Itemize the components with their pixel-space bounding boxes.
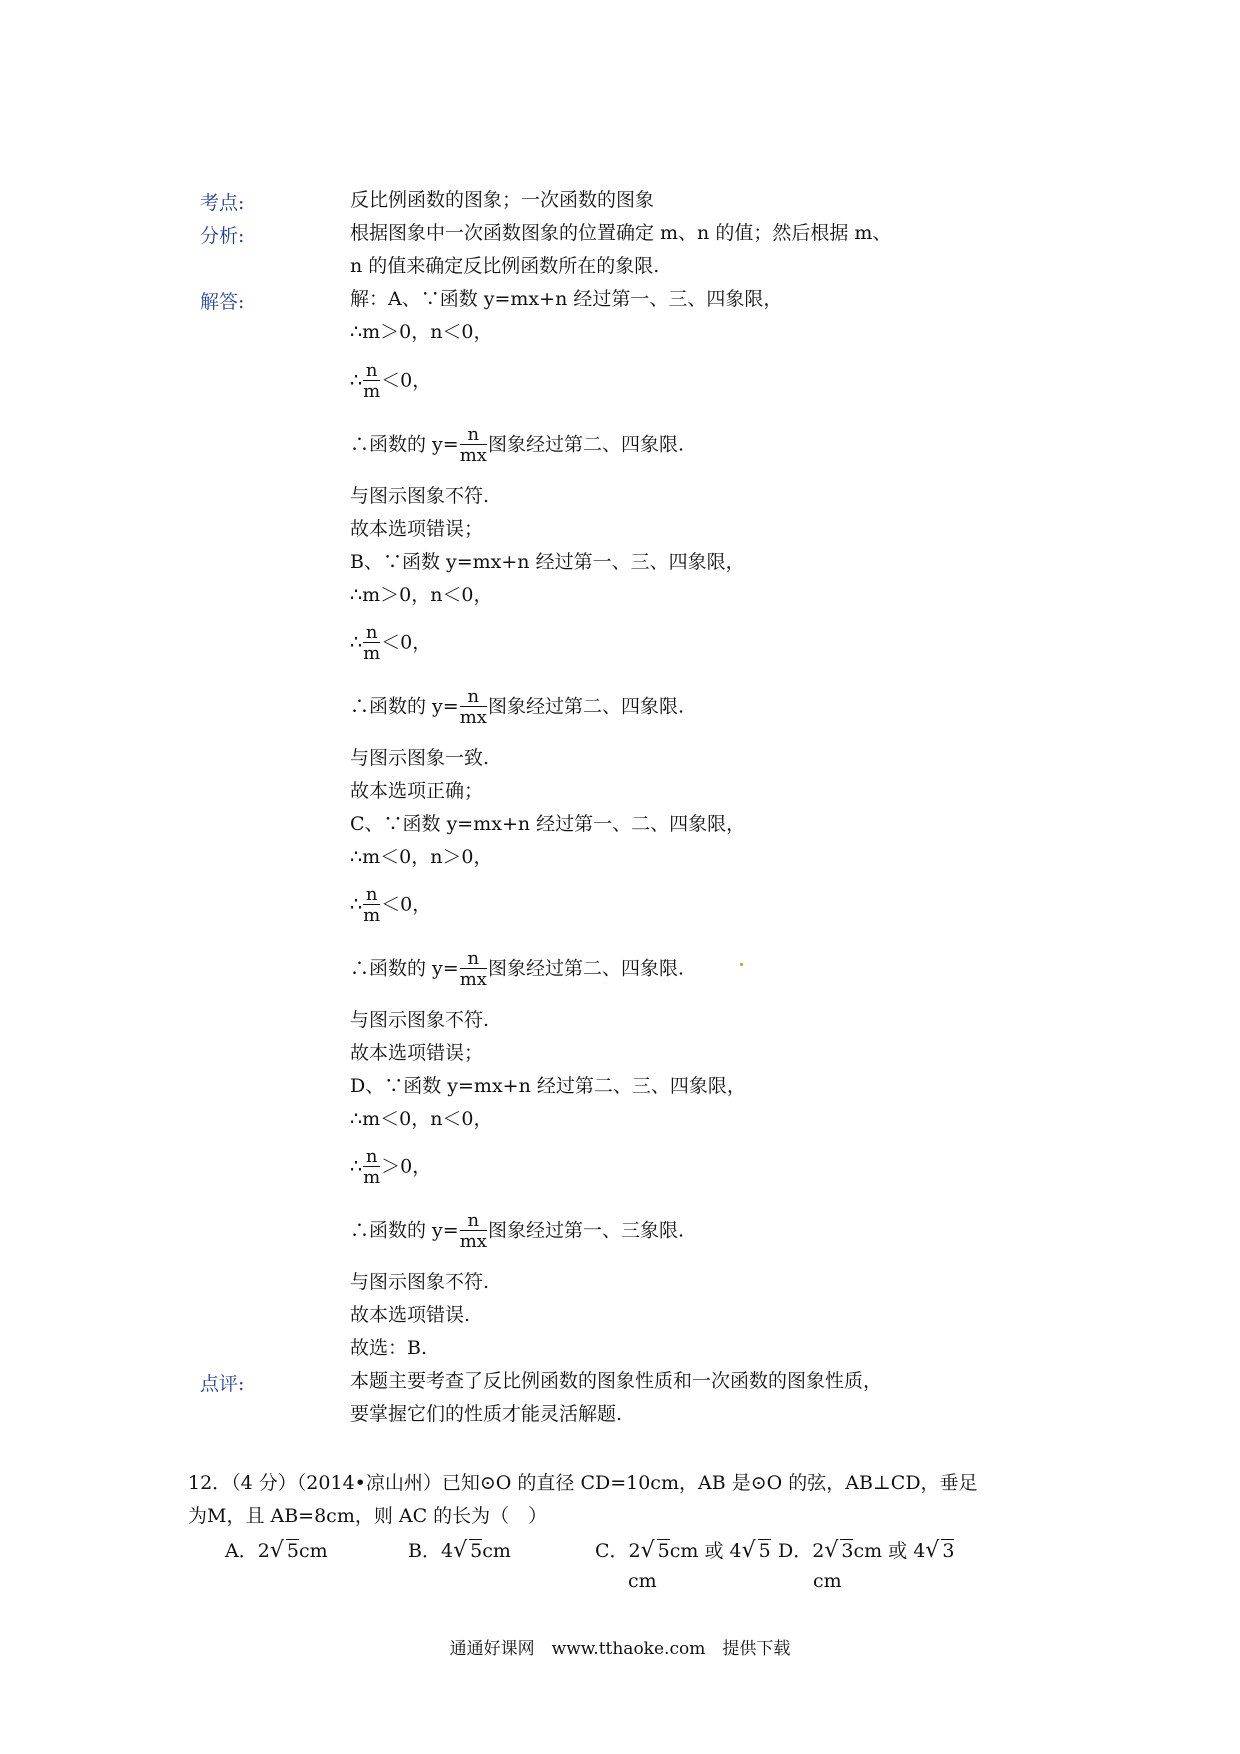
therefore-sign: ∴ bbox=[350, 631, 363, 654]
option-d-radicand-2: 3 bbox=[942, 1540, 955, 1562]
inequality-text: ＞0， bbox=[381, 1155, 432, 1178]
sqrt-icon: √ bbox=[269, 1538, 284, 1563]
option-a-coefficient: 2 bbox=[257, 1540, 270, 1562]
jieda-label: 解答: bbox=[200, 291, 245, 313]
solution-d-line-4 bbox=[350, 1212, 684, 1251]
solution-b-line-2: ∴m＞0，n＜0， bbox=[350, 584, 493, 606]
option-b-unit: cm bbox=[482, 1540, 511, 1562]
fraction-denominator: m bbox=[363, 381, 381, 402]
option-c-coefficient-1: 2 bbox=[628, 1540, 641, 1562]
option-c bbox=[595, 1536, 771, 1563]
solution-d-line-2: ∴m＜0，n＜0， bbox=[350, 1108, 493, 1130]
option-a bbox=[225, 1536, 328, 1563]
function-prefix: ∴函数的 y= bbox=[350, 957, 459, 980]
dianping-line-2: 要掌握它们的性质才能灵活解题. bbox=[350, 1403, 623, 1425]
fraction-numerator: n bbox=[460, 1212, 487, 1231]
quadrant-text: 图象经过第一、三象限. bbox=[487, 1219, 684, 1242]
option-c-coefficient-2: 4 bbox=[729, 1540, 742, 1562]
sqrt-icon: √ bbox=[453, 1538, 468, 1563]
option-d-coefficient-2: 4 bbox=[913, 1540, 926, 1562]
sqrt-icon: √ bbox=[640, 1538, 655, 1563]
solution-b-line-3 bbox=[350, 624, 431, 663]
quadrant-text: 图象经过第二、四象限. bbox=[487, 695, 684, 718]
kaodian-text: 反比例函数的图象；一次函数的图象 bbox=[350, 189, 655, 211]
fraction-n-over-mx bbox=[460, 426, 487, 465]
option-a-label: A． bbox=[225, 1540, 258, 1562]
fraction-denominator: m bbox=[363, 905, 381, 926]
fraction-n-over-mx bbox=[460, 1212, 487, 1251]
fraction-numerator: n bbox=[363, 362, 380, 381]
option-c-radicand-1: 5 bbox=[657, 1540, 670, 1562]
solution-d-line-3 bbox=[350, 1148, 431, 1187]
fraction-denominator: m bbox=[363, 643, 381, 664]
question-12-line-1: 12．（4 分）（2014•凉山州）已知⊙O 的直径 CD=10cm，AB 是⊙O 的弦，AB⊥CD，垂足 bbox=[188, 1472, 978, 1494]
solution-a-line-6: 故本选项错误； bbox=[350, 518, 484, 540]
solution-c-line-1: C、∵函数 y=mx+n 经过第一、二、四象限， bbox=[350, 813, 746, 835]
function-prefix: ∴函数的 y= bbox=[350, 433, 459, 456]
option-c-connector: cm 或 bbox=[669, 1540, 730, 1562]
inequality-text: ＜0， bbox=[381, 369, 432, 392]
option-c-unit-wrap: cm bbox=[628, 1570, 657, 1592]
solution-d-line-1: D、∵函数 y=mx+n 经过第二、三、四象限， bbox=[350, 1075, 746, 1097]
option-d-label: D． bbox=[778, 1540, 813, 1562]
option-c-radicand-2: 5 bbox=[758, 1540, 771, 1562]
fraction-n-over-m bbox=[363, 1148, 380, 1187]
quadrant-text: 图象经过第二、四象限. bbox=[487, 433, 684, 456]
question-12-line-2: 为M，且 AB=8cm，则 AC 的长为（ ） bbox=[188, 1505, 548, 1527]
solution-c-line-2: ∴m＜0，n＞0， bbox=[350, 846, 493, 868]
answer-line: 故选：B. bbox=[350, 1337, 428, 1359]
page-footer: 通通好课网 www.tthaoke.com 提供下载 bbox=[449, 1639, 791, 1659]
therefore-sign: ∴ bbox=[350, 369, 363, 392]
sqrt-icon: √ bbox=[925, 1538, 940, 1563]
fraction-denominator: mx bbox=[459, 969, 487, 990]
solution-a-line-5: 与图示图象不符. bbox=[350, 485, 490, 507]
solution-a-line-3 bbox=[350, 362, 431, 401]
kaodian-label: 考点: bbox=[200, 192, 245, 214]
inequality-text: ＜0， bbox=[381, 893, 432, 916]
dianping-label: 点评: bbox=[200, 1373, 245, 1395]
stray-mark bbox=[740, 963, 743, 966]
option-d-coefficient-1: 2 bbox=[812, 1540, 825, 1562]
fraction-n-over-mx bbox=[460, 950, 487, 989]
fraction-n-over-m bbox=[363, 624, 380, 663]
sqrt-icon: √ bbox=[741, 1538, 756, 1563]
solution-a-line-4 bbox=[350, 426, 684, 465]
solution-c-line-4 bbox=[350, 950, 684, 989]
fraction-numerator: n bbox=[363, 1148, 380, 1167]
dianping-line-1: 本题主要考查了反比例函数的图象性质和一次函数的图象性质， bbox=[350, 1370, 883, 1392]
option-d bbox=[778, 1536, 954, 1563]
option-b-label: B． bbox=[408, 1540, 441, 1562]
solution-d-line-5: 与图示图象不符. bbox=[350, 1271, 490, 1293]
option-d-unit-wrap: cm bbox=[813, 1570, 842, 1592]
therefore-sign: ∴ bbox=[350, 893, 363, 916]
function-prefix: ∴函数的 y= bbox=[350, 695, 459, 718]
fraction-denominator: mx bbox=[459, 1231, 487, 1252]
fraction-numerator: n bbox=[363, 886, 380, 905]
sqrt-icon: √ bbox=[824, 1538, 839, 1563]
solution-c-line-5: 与图示图象不符. bbox=[350, 1009, 490, 1031]
fraction-numerator: n bbox=[363, 624, 380, 643]
fraction-numerator: n bbox=[460, 426, 487, 445]
fenxi-line-2: n 的值来确定反比例函数所在的象限. bbox=[350, 255, 660, 277]
fraction-denominator: mx bbox=[459, 445, 487, 466]
solution-a-line-2: ∴m＞0，n＜0， bbox=[350, 321, 493, 343]
option-b bbox=[408, 1536, 511, 1563]
function-prefix: ∴函数的 y= bbox=[350, 1219, 459, 1242]
quadrant-text: 图象经过第二、四象限. bbox=[487, 957, 684, 980]
fraction-denominator: mx bbox=[459, 707, 487, 728]
option-b-coefficient: 4 bbox=[440, 1540, 454, 1562]
option-a-radicand: 5 bbox=[286, 1540, 299, 1562]
solution-b-line-1: B、∵函数 y=mx+n 经过第一、三、四象限， bbox=[350, 551, 745, 573]
solution-c-line-3 bbox=[350, 886, 431, 925]
fraction-numerator: n bbox=[460, 688, 487, 707]
inequality-text: ＜0， bbox=[381, 631, 432, 654]
solution-b-line-4 bbox=[350, 688, 684, 727]
fraction-numerator: n bbox=[460, 950, 487, 969]
option-c-label: C． bbox=[595, 1540, 629, 1562]
solution-b-line-6: 故本选项正确； bbox=[350, 780, 484, 802]
option-b-radicand: 5 bbox=[470, 1540, 483, 1562]
fenxi-label: 分析: bbox=[200, 225, 245, 247]
solution-c-line-6: 故本选项错误； bbox=[350, 1042, 484, 1064]
solution-b-line-5: 与图示图象一致. bbox=[350, 747, 490, 769]
therefore-sign: ∴ bbox=[350, 1155, 363, 1178]
fraction-n-over-mx bbox=[460, 688, 487, 727]
option-a-unit: cm bbox=[298, 1540, 328, 1562]
option-d-connector: cm 或 bbox=[853, 1540, 914, 1562]
fraction-n-over-m bbox=[363, 362, 380, 401]
fenxi-line-1: 根据图象中一次函数图象的位置确定 m、n 的值；然后根据 m、 bbox=[350, 222, 892, 244]
option-d-radicand-1: 3 bbox=[841, 1540, 854, 1562]
fraction-denominator: m bbox=[363, 1167, 381, 1188]
fraction-n-over-m bbox=[363, 886, 380, 925]
solution-a-line-1: 解：A、∵函数 y=mx+n 经过第一、三、四象限， bbox=[350, 288, 783, 310]
solution-d-line-6: 故本选项错误. bbox=[350, 1304, 471, 1326]
